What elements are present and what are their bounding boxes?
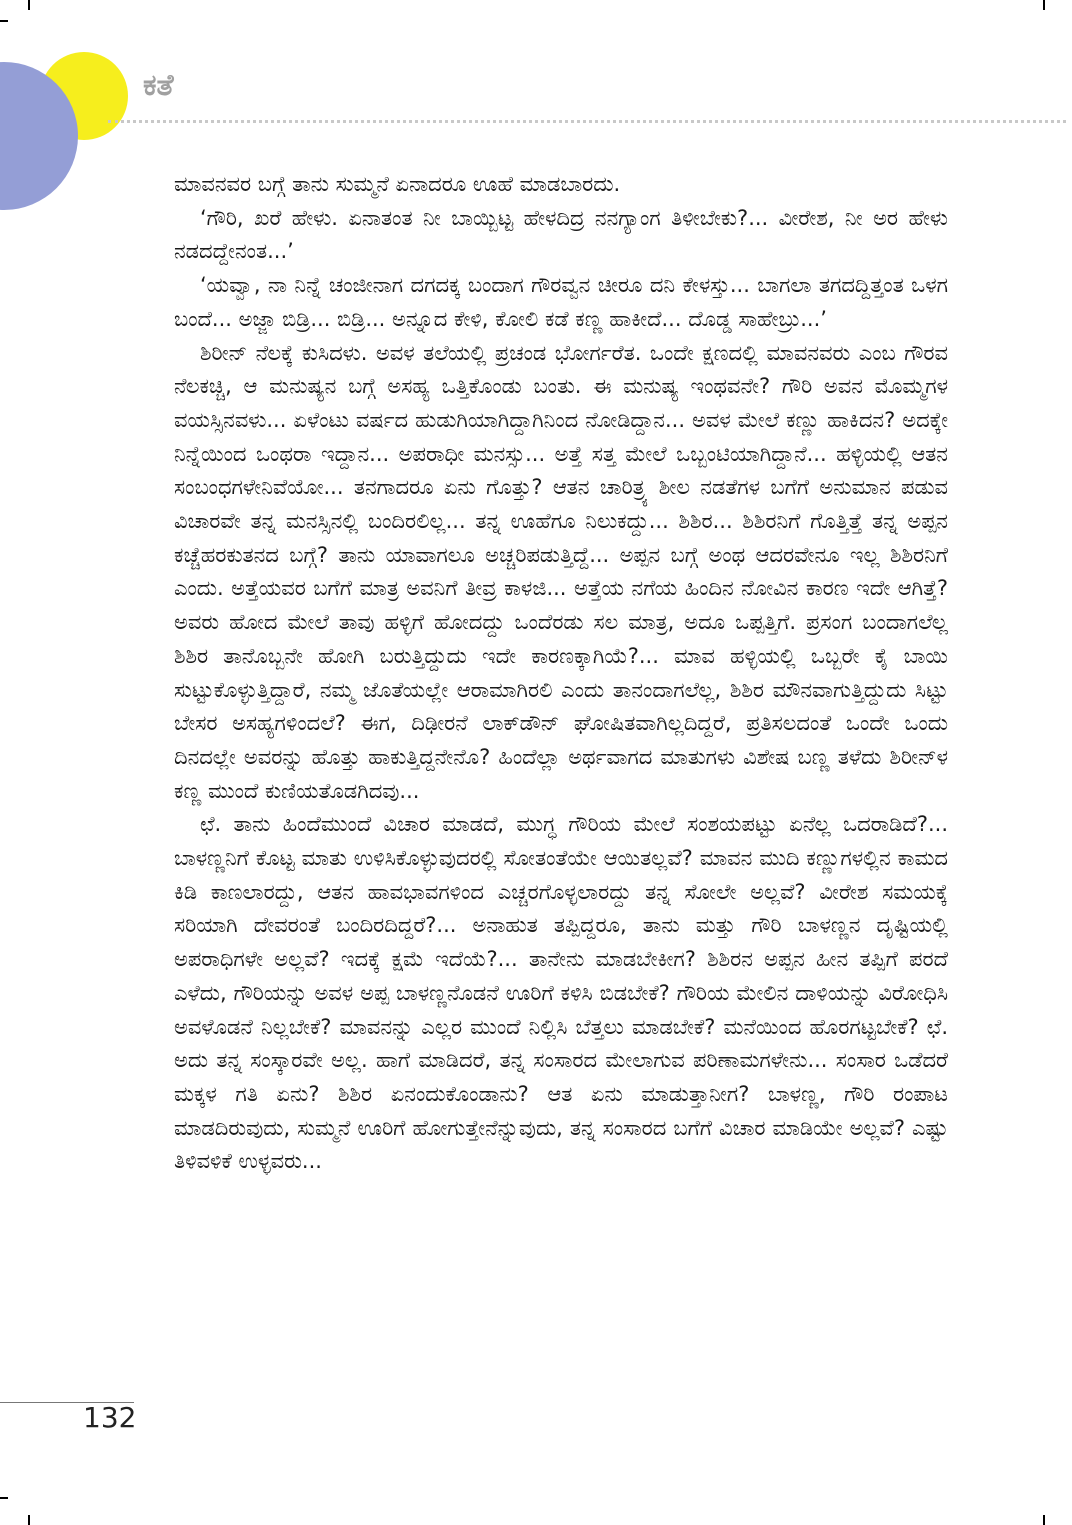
paragraph: ಮಾವನವರ ಬಗ್ಗೆ ತಾನು ಸುಮ್ಮನೆ ಏನಾದರೂ ಊಹೆ ಮಾಡಬಾರದು. [174, 172, 621, 196]
crop-mark-top-right [1043, 0, 1045, 10]
crop-mark-bottom-right [1043, 1515, 1045, 1525]
crop-mark-left-bottom [0, 1497, 8, 1499]
paragraph: ‘ಯವ್ವಾ, ನಾ ನಿನ್ನೆ ಚಂಜೀನಾಗ ದಗದಕ್ಕ ಬಂದಾಗ ಗೌರವ್ವನ ಚೀರೂ ದನಿ ಕೇಳಸ್ತು... ಬಾಗಲಾ ತಗದದ್ದಿತ್ತಂತ ಒಳಗ ಬಂದೆ... ಅಜ್ಜಾ ಬಿಡ್ರಿ... ಬಿಡ್ರಿ... ಅನ್ನೂದ ಕೇಳಿ, ಕೋಲಿ ಕಡೆ ಕಣ್ಣ ಹಾಕೀದೆ... ದೊಡ್ಡ ಸಾಹೇಬ್ರು...’ [174, 273, 948, 331]
crop-mark-top-left [28, 0, 30, 10]
paragraph: ‘ಗೌರಿ, ಖರೆ ಹೇಳು. ಏನಾತಂತ ನೀ ಬಾಯ್ಬಿಟ್ಟ ಹೇಳದಿದ್ರ ನನಗ್ಯಾಂಗ ತಿಳೀಬೇಕು?... ವೀರೇಶ, ನೀ ಅರ ಹೇಳು ನಡದದ್ದೇನಂತ...’ [174, 205, 948, 264]
paragraph: ಛೆ. ತಾನು ಹಿಂದೆಮುಂದೆ ವಿಚಾರ ಮಾಡದೆ, ಮುಗ್ಧ ಗೌರಿಯ ಮೇಲೆ ಸಂಶಯಪಟ್ಟು ಏನೆಲ್ಲ ಒದರಾಡಿದೆ?... ಬಾಳಣ್ಣನಿಗೆ ಕೊಟ್ಟ ಮಾತು ಉಳಿಸಿಕೊಳ್ಳುವುದರಲ್ಲಿ ಸೋತಂತೆಯೇ ಆಯಿತಲ್ಲವೆ? ಮಾವನ ಮುದಿ ಕಣ್ಣುಗಳಲ್ಲಿನ ಕಾಮದ ಕಿಡಿ ಕಾಣಲಾರದ್ದು, ಆತನ ಹಾವಭಾವಗಳಿಂದ ಎಚ್ಚರಗೊಳ್ಳಲಾರದ್ದು ತನ್ನ ಸೋಲೇ ಅಲ್ಲವೆ? ವೀರೇಶ ಸಮಯಕ್ಕೆ ಸರಿಯಾಗಿ ದೇವರಂತೆ ಬಂದಿರದಿದ್ದರೆ?... ಅನಾಹುತ ತಪ್ಪಿದ್ದರೂ, ತಾನು ಮತ್ತು ಗೌರಿ ಬಾಳಣ್ಣನ ದೃಷ್ಟಿಯಲ್ಲಿ ಅಪರಾಧಿಗಳೇ ಅಲ್ಲವೆ? ಇದಕ್ಕೆ ಕ್ಷಮೆ ಇದೆಯೆ?... ತಾನೇನು ಮಾಡಬೇಕೀಗ? ಶಿಶಿರನ ಅಪ್ಪನ ಹೀನ ತಪ್ಪಿಗೆ ಪರದೆ ಎಳೆದು, ಗೌರಿಯನ್ನು ಅವಳ ಅಪ್ಪ ಬಾಳಣ್ಣನೊಡನೆ ಊರಿಗೆ ಕಳಿಸಿ ಬಿಡಬೇಕೆ? ಗೌರಿಯ ಮೇಲಿನ ದಾಳಿಯನ್ನು ವಿರೋಧಿಸಿ ಅವಳೊಡನೆ ನಿಲ್ಲಬೇಕೆ? ಮಾವನನ್ನು ಎಲ್ಲರ ಮುಂದೆ ನಿಲ್ಲಿಸಿ ಬೆತ್ತಲು ಮಾಡಬೇಕೆ? ಮನೆಯಿಂದ ಹೊರಗಟ್ಟಬೇಕೆ? ಛೆ. ಅದು ತನ್ನ ಸಂಸ್ಕಾರವೇ ಅಲ್ಲ. ಹಾಗೆ ಮಾಡಿದರೆ, ತನ್ನ ಸಂಸಾರದ ಮೇಲಾಗುವ ಪರಿಣಾಮಗಳೇನು... ಸಂಸಾರ ಒಡೆದರೆ ಮಕ್ಕಳ ಗತಿ ಏನು? ಶಿಶಿರ ಏನಂದುಕೊಂಡಾನು? ಆತ ಏನು ಮಾಡುತ್ತಾನೀಗ? ಬಾಳಣ್ಣ, ಗೌರಿ ರಂಪಾಟ ಮಾಡದಿರುವುದು, ಸುಮ್ಮನೆ ಊರಿಗೆ ಹೋಗುತ್ತೇನೆನ್ನುವುದು, ತನ್ನ ಸಂಸಾರದ ಬಗೆಗೆ ವಿಚಾರ ಮಾಡಿಯೇ ಅಲ್ಲವೆ? ಎಷ್ಟು ತಿಳಿವಳಿಕೆ ಉಳ್ಳವರು... [174, 812, 948, 1174]
dotted-divider [108, 120, 1066, 123]
body-text [174, 168, 948, 1179]
crop-mark-left-top [0, 20, 8, 22]
section-title: ಕತೆ [143, 68, 174, 103]
crop-mark-bottom-left [28, 1515, 30, 1525]
paragraph: ಶಿರೀನ್ ನೆಲಕ್ಕೆ ಕುಸಿದಳು. ಅವಳ ತಲೆಯಲ್ಲಿ ಪ್ರಚಂಡ ಭೋರ್ಗರೆತ. ಒಂದೇ ಕ್ಷಣದಲ್ಲಿ ಮಾವನವರು ಎಂಬ ಗೌರವ ನೆಲಕಚ್ಚಿ, ಆ ಮನುಷ್ಯನ ಬಗ್ಗೆ ಅಸಹ್ಯ ಒತ್ತಿಕೊಂಡು ಬಂತು. ಈ ಮನುಷ್ಯ ಇಂಥವನೇ? ಗೌರಿ ಅವನ ಮೊಮ್ಮಗಳ ವಯಸ್ಸಿನವಳು... ಏಳೆಂಟು ವರ್ಷದ ಹುಡುಗಿಯಾಗಿದ್ದಾಗಿನಿಂದ ನೋಡಿದ್ದಾನ... ಅವಳ ಮೇಲೆ ಕಣ್ಣು ಹಾಕಿದನ? ಅದಕ್ಕೇ ನಿನ್ನೆಯಿಂದ ಒಂಥರಾ ಇದ್ದಾನ... ಅಪರಾಧೀ ಮನಸ್ಸು... ಅತ್ತೆ ಸತ್ತ ಮೇಲೆ ಒಬ್ಬಂಟಿಯಾಗಿದ್ದಾನೆ... ಹಳ್ಳಿಯಲ್ಲಿ ಆತನ ಸಂಬಂಧಗಳೇನಿವೆಯೋ... ತನಗಾದರೂ ಏನು ಗೊತ್ತು? ಆತನ ಚಾರಿತ್ರ್ಯ ಶೀಲ ನಡತೆಗಳ ಬಗೆಗೆ ಅನುಮಾನ ಪಡುವ ವಿಚಾರವೇ ತನ್ನ ಮನಸ್ಸಿನಲ್ಲಿ ಬಂದಿರಲಿಲ್ಲ... ತನ್ನ ಊಹೆಗೂ ನಿಲುಕದ್ದು... ಶಿಶಿರ... ಶಿಶಿರನಿಗೆ ಗೊತ್ತಿತ್ತೆ ತನ್ನ ಅಪ್ಪನ ಕಚ್ಚೆಹರಕುತನದ ಬಗ್ಗೆ? ತಾನು ಯಾವಾಗಲೂ ಅಚ್ಚರಿಪಡುತ್ತಿದ್ದೆ... ಅಪ್ಪನ ಬಗ್ಗೆ ಅಂಥ ಆದರವೇನೂ ಇಲ್ಲ ಶಿಶಿರನಿಗೆ ಎಂದು. ಅತ್ತೆಯವರ ಬಗೆಗೆ ಮಾತ್ರ ಅವನಿಗೆ ತೀವ್ರ ಕಾಳಜಿ... ಅತ್ತೆಯ ನಗೆಯ ಹಿಂದಿನ ನೋವಿನ ಕಾರಣ ಇದೇ ಆಗಿತ್ತೆ? ಅವರು ಹೋದ ಮೇಲೆ ತಾವು ಹಳ್ಳಿಗೆ ಹೋದದ್ದು ಒಂದೆರಡು ಸಲ ಮಾತ್ರ, ಅದೂ ಒಪ್ಪತ್ತಿಗೆ. ಪ್ರಸಂಗ ಬಂದಾಗಲೆಲ್ಲ ಶಿಶಿರ ತಾನೊಬ್ಬನೇ ಹೋಗಿ ಬರುತ್ತಿದ್ದುದು ಇದೇ ಕಾರಣಕ್ಕಾಗಿಯೆ?... ಮಾವ ಹಳ್ಳಿಯಲ್ಲಿ ಒಬ್ಬರೇ ಕೈ ಬಾಯಿ ಸುಟ್ಟುಕೊಳ್ಳುತ್ತಿದ್ದಾರೆ, ನಮ್ಮ ಜೊತೆಯಲ್ಲೇ ಆರಾಮಾಗಿರಲಿ ಎಂದು ತಾನಂದಾಗಲೆಲ್ಲ, ಶಿಶಿರ ಮೌನವಾಗುತ್ತಿದ್ದುದು ಸಿಟ್ಟು ಬೇಸರ ಅಸಹ್ಯಗಳಿಂದಲೆ? ಈಗ, ದಿಢೀರನೆ ಲಾಕ್‌ಡೌನ್ ಘೋಷಿತವಾಗಿಲ್ಲದಿದ್ದರೆ, ಪ್ರತಿಸಲದಂತೆ ಒಂದೇ ಒಂದು ದಿನದಲ್ಲೇ ಅವರನ್ನು ಹೊತ್ತು ಹಾಕುತ್ತಿದ್ದನೇನೊ? ಹಿಂದೆಲ್ಲಾ ಅರ್ಥವಾಗದ ಮಾತುಗಳು ವಿಶೇಷ ಬಣ್ಣ ತಳೆದು ಶಿರೀನ್‌ಳ ಕಣ್ಣ ಮುಂದೆ ಕುಣಿಯತೊಡಗಿದವು... [174, 340, 948, 803]
page-number: 132 [83, 1401, 137, 1434]
